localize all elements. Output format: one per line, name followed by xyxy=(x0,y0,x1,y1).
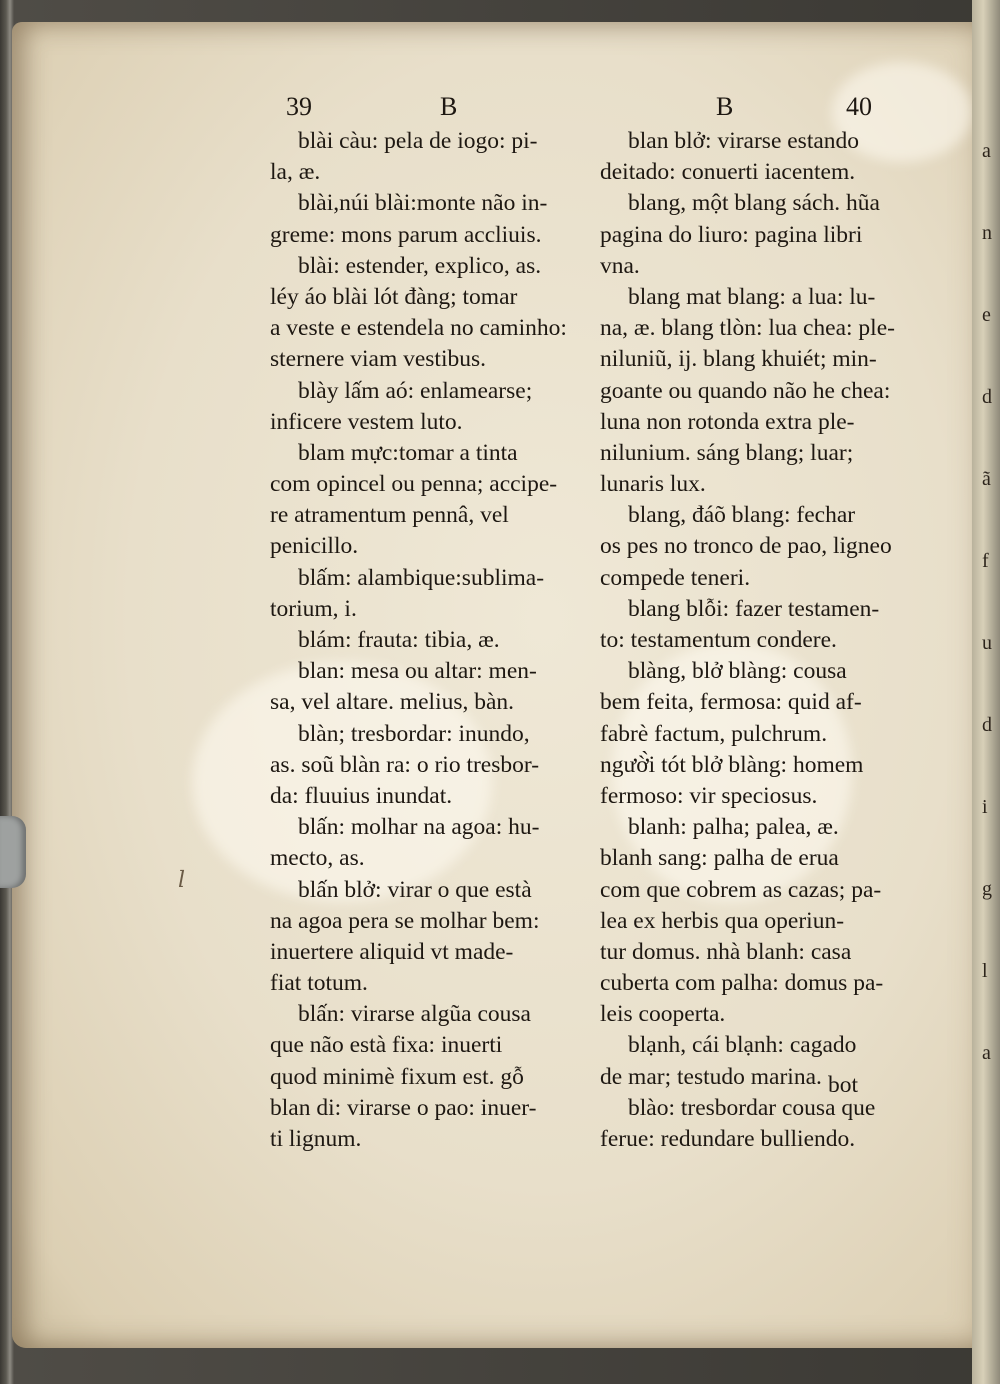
edge-letter: d xyxy=(982,386,992,408)
entry-line: blam mực:tomar a tinta xyxy=(298,439,518,466)
catchword: bot xyxy=(828,1072,859,1098)
entry-line: la, æ. xyxy=(270,159,321,186)
bookmark-tab xyxy=(0,816,26,888)
entry-line: da: fluuius inundat. xyxy=(270,782,453,809)
edge-letter: a xyxy=(982,140,991,162)
entry-line: blan: mesa ou altar: men- xyxy=(298,658,537,685)
edge-letter: d xyxy=(982,714,992,736)
left-column xyxy=(270,126,578,1155)
entry-line: os pes no tronco de pao, ligneo xyxy=(600,533,892,560)
entry-line: que não està fixa: inuerti xyxy=(270,1032,503,1059)
entry-line: blài: estender, explico, as. xyxy=(298,252,542,279)
stray-ink-mark: l xyxy=(178,868,186,893)
entry-line: inuertere aliquid vt made- xyxy=(270,938,514,965)
entry-line: compede teneri. xyxy=(600,564,751,591)
entry-line: sternere viam vestibus. xyxy=(270,346,487,373)
entry-line: blàng, blở blàng: cousa xyxy=(628,658,847,685)
entry-line: de mar; testudo marina. xyxy=(600,1063,822,1090)
entry-line: ngườ̀i tót blở blàng: homem xyxy=(600,751,864,778)
entry-line: luna non rotonda extra ple- xyxy=(600,408,855,435)
right-column xyxy=(600,126,905,1155)
page-number-left: 39 xyxy=(286,92,312,121)
entry-line: mecto, as. xyxy=(270,845,365,872)
edge-letter: ã xyxy=(982,468,991,490)
entry-line: as. soũ blàn ra: o rio tresbor- xyxy=(270,751,540,778)
entry-line: a veste e estendela no caminho: xyxy=(270,315,567,342)
entry-line: blấm: alambique:sublima- xyxy=(298,564,545,591)
next-page-edge xyxy=(972,0,1000,1384)
entry-line: blan blở: virarse estando xyxy=(628,128,860,154)
entry-line: penicillo. xyxy=(270,533,359,560)
entry-line: blấn: molhar na agoa: hu- xyxy=(298,814,540,841)
entry-line: blạnh, cái blạnh: cagado xyxy=(628,1032,857,1059)
entry-line: greme: mons parum accliuis. xyxy=(270,221,542,248)
entry-line: torium, i. xyxy=(270,595,357,622)
entry-line: tur domus. nhà blanh: casa xyxy=(600,938,852,965)
entry-line: léy áo blài lót đàng; tomar xyxy=(270,283,518,310)
edge-letter: g xyxy=(982,878,992,900)
entry-line: lunaris lux. xyxy=(600,471,706,498)
entry-line: deitado: conuerti iacentem. xyxy=(600,159,856,186)
entry-line: goante ou quando não he chea: xyxy=(600,377,891,404)
entry-line: cuberta com palha: domus pa- xyxy=(600,970,884,997)
entry-line: blày lấm aó: enlamearse; xyxy=(298,377,533,404)
entry-line: ti lignum. xyxy=(270,1126,362,1152)
entry-line: blám: frauta: tibia, æ. xyxy=(298,627,500,653)
entry-line: blang mat blang: a lua: lu- xyxy=(628,283,876,310)
edge-letter: u xyxy=(982,632,992,654)
entry-line: pagina do liuro: pagina libri xyxy=(600,221,863,248)
entry-line: nilunium. sáng blang; luar; xyxy=(600,439,854,466)
entry-line: inficere vestem luto. xyxy=(270,408,463,435)
entry-line: na agoa pera se molhar bem: xyxy=(270,907,540,934)
entry-line: ferue: redundare bulliendo. xyxy=(600,1126,856,1152)
entry-line: blài,núi blài:monte não in- xyxy=(298,190,548,217)
edge-letter: e xyxy=(982,304,991,326)
entry-line: re atramentum pennâ, vel xyxy=(270,502,509,529)
entry-line: vna. xyxy=(600,252,640,279)
edge-letter: a xyxy=(982,1042,991,1064)
entry-line: blang blỗi: fazer testamen- xyxy=(628,595,880,622)
entry-line: blào: tresbordar cousa que xyxy=(628,1094,876,1121)
edge-letter: f xyxy=(982,550,989,572)
entry-line: sa, vel altare. melius, bàn. xyxy=(270,689,515,716)
entry-line: blấn blở: virar o que està xyxy=(298,876,532,903)
running-head-left: B xyxy=(440,92,458,121)
entry-line: na, æ. blang tlòn: lua chea: ple- xyxy=(600,315,895,342)
entry-line: blan di: virarse o pao: inuer- xyxy=(270,1094,537,1121)
entry-line: blài càu: pela de iogo: pi- xyxy=(298,128,538,154)
entry-line: fabrè factum, pulchrum. xyxy=(600,720,828,747)
entry-line: fermoso: vir speciosus. xyxy=(600,782,818,809)
page-number-right: 40 xyxy=(846,92,872,121)
edge-letter: i xyxy=(982,796,988,818)
entry-line: com opincel ou penna; accipe- xyxy=(270,471,558,498)
entry-line: to: testamentum condere. xyxy=(600,627,837,653)
entry-line: blanh: palha; palea, æ. xyxy=(628,814,839,841)
entry-line: com que cobrem as cazas; pa- xyxy=(600,876,882,903)
entry-line: quod minimè fixum est. gỗ xyxy=(270,1063,524,1090)
entry-line: lea ex herbis qua operiun- xyxy=(600,907,845,934)
entry-line: blấn: virarse algũa cousa xyxy=(298,1001,531,1028)
edge-letter: n xyxy=(982,222,992,244)
running-head-right: B xyxy=(716,92,734,121)
entry-line: blanh sang: palha de erua xyxy=(600,845,839,872)
entry-line: blàn; tresbordar: inundo, xyxy=(298,720,530,747)
entry-line: blang, đáõ blang: fechar xyxy=(628,502,856,529)
entry-line: leis cooperta. xyxy=(600,1001,726,1028)
entry-line: fiat totum. xyxy=(270,970,368,997)
entry-line: niluniũ, ij. blang khuiét; min- xyxy=(600,346,877,373)
entry-line: blang, một blang sách. hũa xyxy=(628,190,880,217)
entry-line: bem feita, fermosa: quid af- xyxy=(600,689,862,716)
edge-letter: l xyxy=(982,960,988,982)
